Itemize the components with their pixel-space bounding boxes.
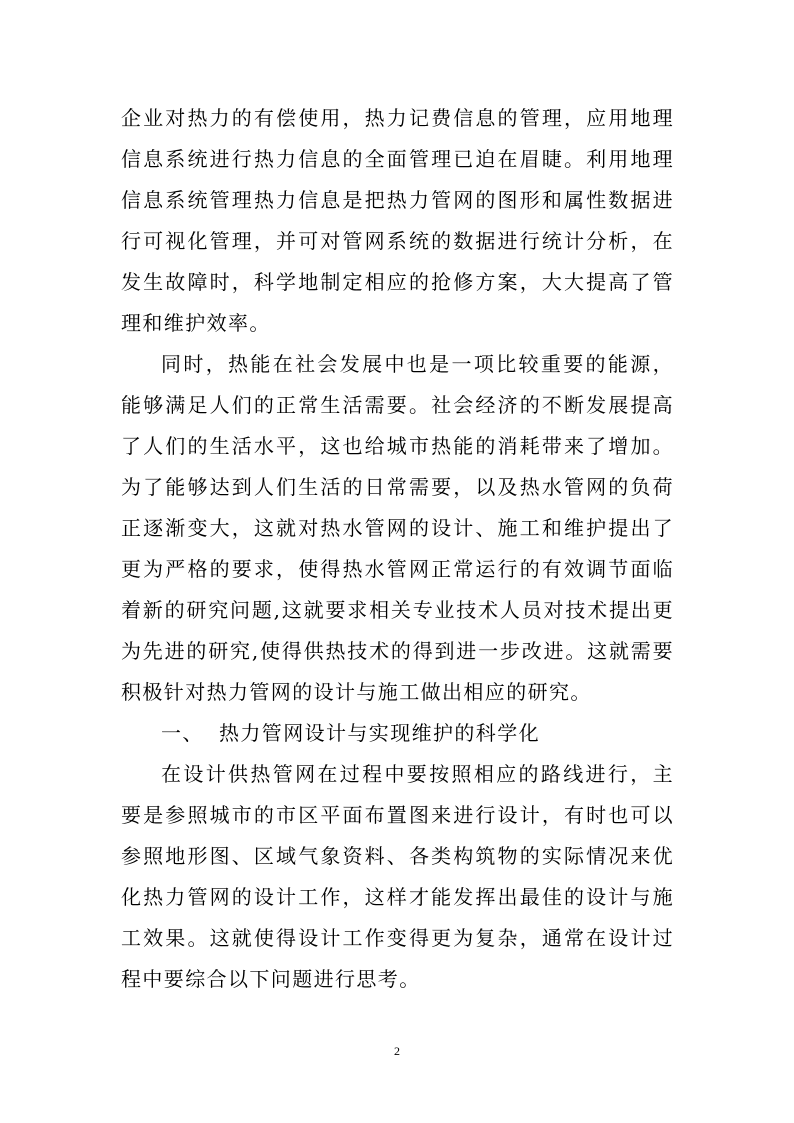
section-heading-number: 一、 [161,721,204,745]
section-heading [121,713,674,754]
paragraph-2: 同时，热能在社会发展中也是一项比较重要的能源，能够满足人们的正常生活需要。社会经济的不断发展提高了人们的生活水平，这也给城市热能的消耗带来了增加。为了能够达到人们生活的日常需要，以及热水管网的负荷正逐渐变大，这就对热水管网的设计、施工和维护提出了更为严格的要求，使得热水管网正常运行的有效调节面临着新的研究问题,这就要求相关专业技术人员对技术提出更为先进的研究,使得供热技术的得到进一步改进。这就需要积极针对热力管网的设计与施工做出相应的研究。 [121,352,674,704]
page-body [121,98,674,1000]
page-number: 2 [394,1044,400,1058]
paragraph-3: 在设计供热管网在过程中要按照相应的路线进行，主要是参照城市的市区平面布置图来进行设计，有时也可以参照地形图、区域气象资料、各类构筑物的实际情况来优化热力管网的设计工作，这样才能发挥出最佳的设计与施工效果。这就使得设计工作变得更为复杂，通常在设计过程中要综合以下问题进行思考。 [121,762,674,991]
section-heading-title: 热力管网设计与实现维护的科学化 [219,721,540,745]
paragraph-1: 企业对热力的有偿使用，热力记费信息的管理，应用地理信息系统进行热力信息的全面管理已迫在眉睫。利用地理信息系统管理热力信息是把热力管网的图形和属性数据进行可视化管理，并可对管网系统的数据进行统计分析，在发生故障时，科学地制定相应的抢修方案，大大提高了管理和维护效率。 [121,106,674,335]
